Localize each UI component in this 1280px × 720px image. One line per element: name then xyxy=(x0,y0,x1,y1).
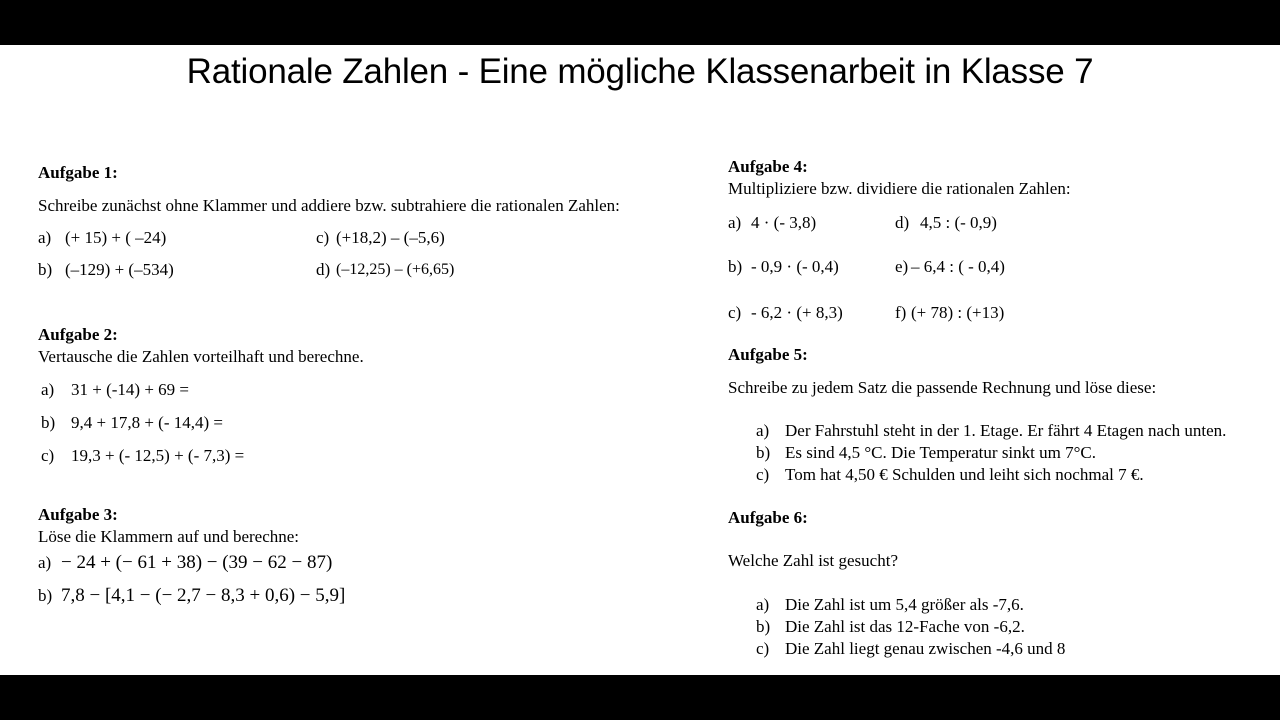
task-3 xyxy=(38,504,698,610)
item-label: d) xyxy=(895,213,910,232)
item-expression: − 24 + (− 61 + 38) − (39 − 62 − 87) xyxy=(61,552,333,573)
item-expression: 19,3 + (- 12,5) + (- 7,3) = xyxy=(71,446,245,465)
item-text: Die Zahl liegt genau zwischen -4,6 und 8 xyxy=(785,639,1066,658)
task-2-instruction: Vertausche die Zahlen vorteilhaft und berechne. xyxy=(38,347,364,366)
item-expression: (+ 78) : (+13) xyxy=(911,303,1005,322)
task-3-instruction: Löse die Klammern auf und berechne: xyxy=(38,527,300,546)
task-4-instruction: Multipliziere bzw. dividiere die rationalen Zahlen: xyxy=(728,179,1071,198)
list-item xyxy=(728,594,1280,616)
list-item xyxy=(728,464,1280,486)
item-label: c) xyxy=(756,639,770,658)
item-expression: (–129) + (–534) xyxy=(65,260,174,279)
item-text: Es sind 4,5 °C. Die Temperatur sinkt um 7°C. xyxy=(785,443,1096,462)
item-expression: 4 · (- 3,8) xyxy=(751,213,817,232)
item-text: Tom hat 4,50 € Schulden und leiht sich nochmal 7 €. xyxy=(785,465,1144,484)
task-1-instruction: Schreibe zunächst ohne Klammer und addiere bzw. subtrahiere die rationalen Zahlen: xyxy=(38,196,620,215)
item-expression: 7,8 − [4,1 − (− 2,7 − 8,3 + 0,6) − 5,9] xyxy=(61,585,346,606)
item-label: b) xyxy=(41,413,56,432)
task-6 xyxy=(728,507,1280,660)
task-1-heading: Aufgabe 1: xyxy=(38,163,118,182)
task-4 xyxy=(728,156,1280,324)
item-label: b) xyxy=(756,617,771,636)
list-item xyxy=(728,616,1280,638)
item-label: d) xyxy=(316,260,331,279)
item-label: a) xyxy=(756,421,770,440)
item-label: a) xyxy=(41,380,55,399)
task-6-heading: Aufgabe 6: xyxy=(728,508,808,527)
page-title: Rationale Zahlen - Eine mögliche Klassenarbeit in Klasse 7 xyxy=(186,52,1094,91)
item-expression: - 0,9 · (- 0,4) xyxy=(751,257,839,276)
task-6-list xyxy=(728,594,1280,660)
list-item xyxy=(728,420,1280,442)
task-3-heading: Aufgabe 3: xyxy=(38,505,118,524)
task-1-row-1 xyxy=(38,227,698,249)
item-expression: (+ 15) + ( –24) xyxy=(65,228,167,247)
item-label: a) xyxy=(756,595,770,614)
task-1-row-2 xyxy=(38,259,698,281)
task-5-list xyxy=(728,420,1280,486)
item-label: b) xyxy=(38,586,53,605)
task-4-row-3 xyxy=(728,302,1280,324)
task-2-row-2 xyxy=(38,412,698,434)
task-5-heading: Aufgabe 5: xyxy=(728,345,808,364)
item-label: c) xyxy=(41,446,55,465)
task-5-instruction: Schreibe zu jedem Satz die passende Rechnung und löse diese: xyxy=(728,378,1157,397)
item-expression: (+18,2) – (–5,6) xyxy=(336,228,445,247)
item-expression: (–12,25) – (+6,65) xyxy=(336,261,455,278)
right-column xyxy=(728,156,1280,660)
item-text: Die Zahl ist das 12-Fache von -6,2. xyxy=(785,617,1025,636)
item-label: b) xyxy=(728,257,743,276)
task-1 xyxy=(38,162,698,281)
bottom-letterbox-bar xyxy=(0,675,1280,720)
item-expression: - 6,2 · (+ 8,3) xyxy=(751,303,843,322)
item-label: b) xyxy=(756,443,771,462)
task-2 xyxy=(38,324,698,467)
item-label: f) xyxy=(895,303,907,322)
item-label: c) xyxy=(756,465,770,484)
item-text: Die Zahl ist um 5,4 größer als -7,6. xyxy=(785,595,1024,614)
item-label: c) xyxy=(316,228,330,247)
task-3-row-2 xyxy=(38,582,698,610)
item-label: a) xyxy=(38,228,52,247)
item-label: e) xyxy=(895,257,909,276)
item-label: a) xyxy=(728,213,742,232)
item-expression: 4,5 : (- 0,9) xyxy=(920,213,997,232)
left-column xyxy=(38,162,698,610)
task-4-row-2 xyxy=(728,256,1280,278)
item-expression: 31 + (-14) + 69 = xyxy=(71,380,189,399)
item-expression: 9,4 + 17,8 + (- 14,4) = xyxy=(71,413,223,432)
list-item xyxy=(728,638,1280,660)
task-2-row-1 xyxy=(38,379,698,401)
item-text: Der Fahrstuhl steht in der 1. Etage. Er fährt 4 Etagen nach unten. xyxy=(785,421,1227,440)
task-6-instruction: Welche Zahl ist gesucht? xyxy=(728,551,898,570)
item-expression: – 6,4 : ( - 0,4) xyxy=(911,257,1005,276)
task-5 xyxy=(728,344,1280,486)
item-label: b) xyxy=(38,260,53,279)
item-label: c) xyxy=(728,303,742,322)
task-2-heading: Aufgabe 2: xyxy=(38,325,118,344)
task-2-row-3 xyxy=(38,445,698,467)
task-4-row-1 xyxy=(728,212,1280,234)
item-label: a) xyxy=(38,553,52,572)
task-3-row-1 xyxy=(38,550,698,576)
list-item xyxy=(728,442,1280,464)
top-letterbox-bar xyxy=(0,0,1280,45)
task-4-heading: Aufgabe 4: xyxy=(728,157,808,176)
